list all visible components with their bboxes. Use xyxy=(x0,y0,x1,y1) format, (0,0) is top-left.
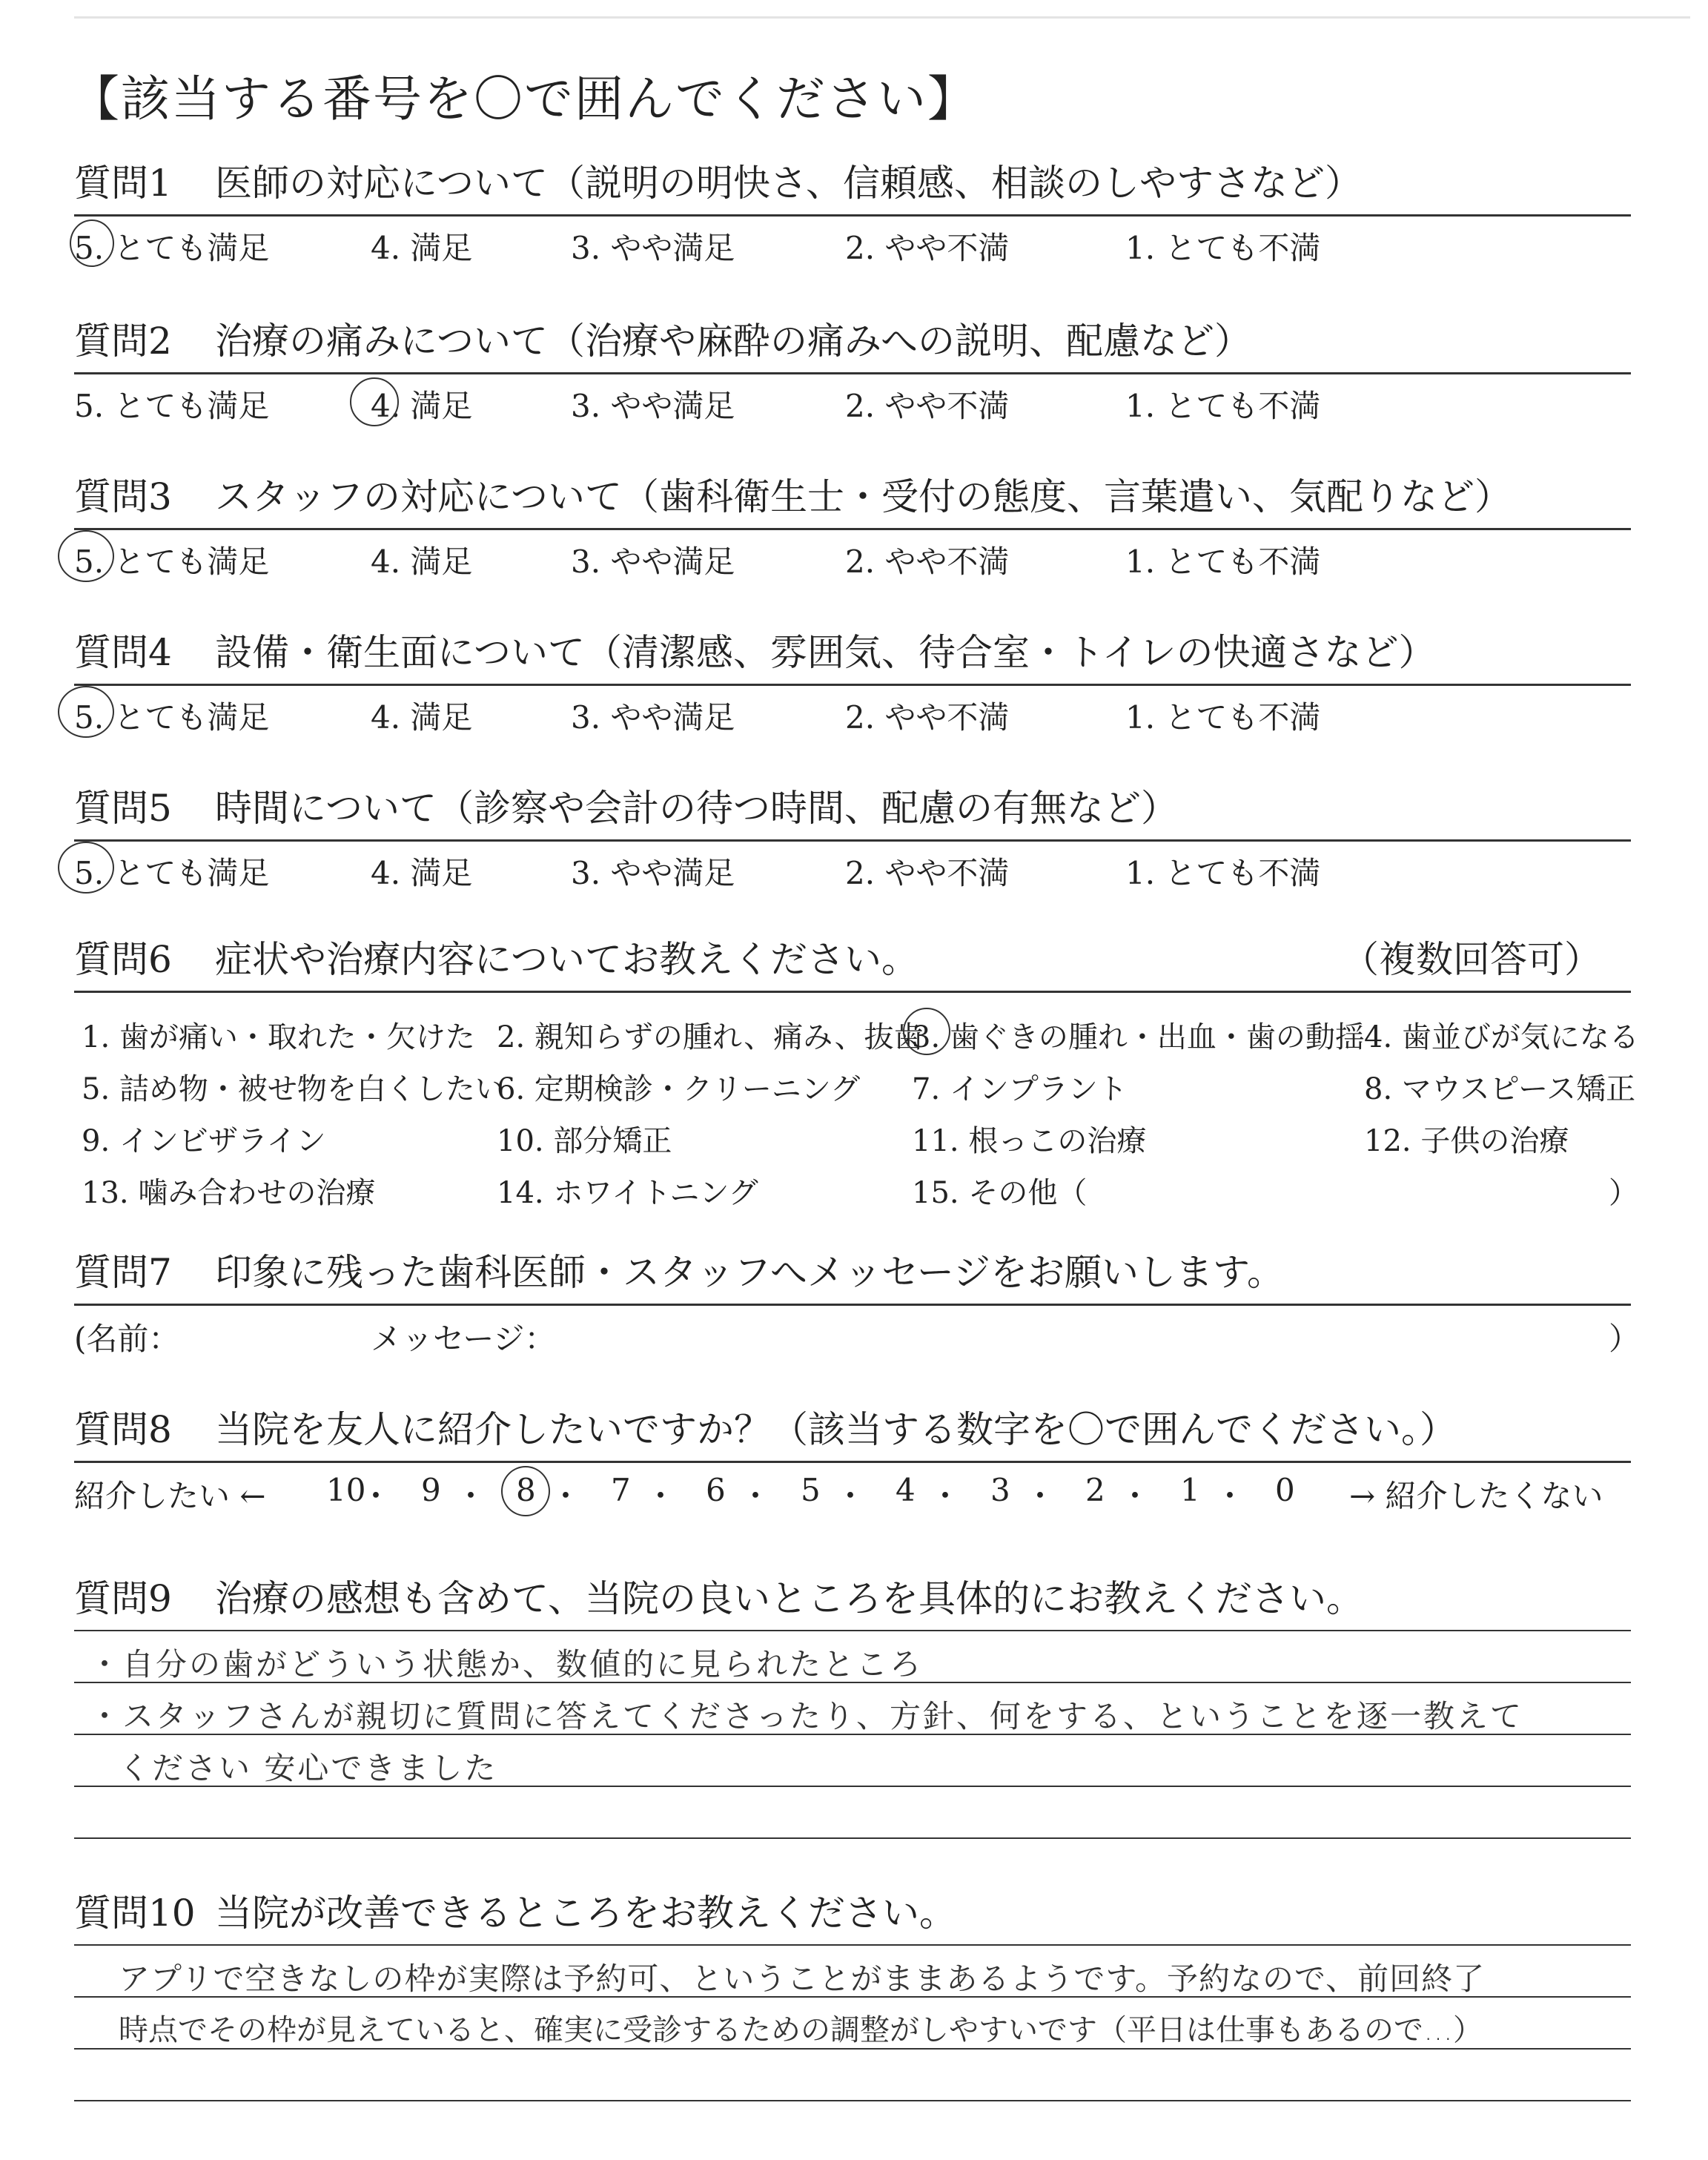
selection-circle xyxy=(501,1466,550,1516)
divider xyxy=(74,991,1631,993)
selection-circle xyxy=(350,377,399,426)
question-5-title xyxy=(74,785,1631,832)
option-4[interactable]: 4. 満足 xyxy=(371,230,473,266)
rating-options xyxy=(74,690,1631,736)
other-close-paren: ） xyxy=(1609,1176,1638,1210)
scale-separator: ・ xyxy=(455,1478,487,1514)
scale-value-9[interactable]: 9 xyxy=(421,1472,441,1508)
treatment-option[interactable]: 15. その他（ xyxy=(912,1176,1088,1210)
message-fields xyxy=(74,1310,1641,1357)
handwritten-answer: アプリで空きなしの枠が実際は予約可、ということがままあるようです。予約なので、前回終了 xyxy=(119,1961,1486,1997)
question-4-title xyxy=(74,629,1631,676)
handwritten-answer: ・自分の歯がどういう状態か、数値的に見られたところ xyxy=(89,1646,924,1682)
scale-value-3[interactable]: 3 xyxy=(990,1472,1010,1508)
question-9-title xyxy=(74,1575,1631,1622)
scale-value-8[interactable]: 8 xyxy=(516,1472,536,1508)
option-4[interactable]: 4. 満足 xyxy=(371,855,473,891)
option-3[interactable]: 3. やや満足 xyxy=(571,544,735,580)
option-1[interactable]: 1. とても不満 xyxy=(1125,699,1321,736)
question-1 xyxy=(74,159,1631,267)
option-4[interactable]: 4. 満足 xyxy=(371,699,473,736)
handwritten-answer: 時点でその枠が見えていると、確実に受診するための調整がしやすいです（平日は仕事もあるので…） xyxy=(119,2013,1483,2047)
scale-separator: ・ xyxy=(1025,1478,1056,1514)
scale-separator: ・ xyxy=(1119,1478,1151,1514)
treatment-option[interactable]: 4. 歯並びが気になる xyxy=(1364,1020,1639,1054)
question-text: 症状や治療内容についてお教えください。 xyxy=(215,938,918,981)
divider xyxy=(74,1304,1631,1306)
instructions-header: 【該当する番号を〇で囲んでください】 xyxy=(70,70,978,128)
handwritten-answer: ください 安心できました xyxy=(119,1750,498,1786)
option-3[interactable]: 3. やや満足 xyxy=(571,855,735,891)
question-6 xyxy=(74,936,1639,1220)
scale-separator: ・ xyxy=(740,1478,772,1514)
rating-options xyxy=(74,379,1631,425)
question-number: 質問1 xyxy=(74,162,172,205)
scale-separator: ・ xyxy=(1214,1478,1246,1514)
selection-circle xyxy=(58,530,114,582)
answer-line xyxy=(74,2100,1631,2101)
message-field-label: メッセージ： xyxy=(371,1321,556,1357)
treatment-options xyxy=(74,997,1639,1220)
scale-value-6[interactable]: 6 xyxy=(706,1472,726,1508)
option-2[interactable]: 2. やや不満 xyxy=(845,388,1010,424)
option-5[interactable]: 5. とても満足 xyxy=(74,699,270,736)
treatment-option[interactable]: 10. 部分矯正 xyxy=(497,1124,672,1158)
rating-options xyxy=(74,846,1631,892)
scale-separator: ・ xyxy=(835,1478,867,1514)
scale-value-4[interactable]: 4 xyxy=(896,1472,916,1508)
question-9 xyxy=(74,1575,1631,1786)
divider xyxy=(74,684,1631,686)
question-text: 設備・衛生面について（清潔感、雰囲気、待合室・トイレの快適さなど） xyxy=(215,631,1436,674)
question-10-title xyxy=(74,1889,1631,1937)
multiple-answers-note: （複数回答可） xyxy=(1342,938,1601,981)
question-text: 印象に残った歯科医師・スタッフへメッセージをお願いします。 xyxy=(215,1251,1284,1294)
question-7 xyxy=(74,1249,1641,1357)
treatment-option[interactable]: 5. 詰め物・被せ物を白くしたい xyxy=(82,1072,505,1106)
scale-left-label: 紹介したい ← xyxy=(74,1478,266,1514)
divider xyxy=(74,372,1631,374)
question-number: 質問2 xyxy=(74,320,172,363)
question-text: 当院を友人に紹介したいですか？（該当する数字を〇で囲んでください。） xyxy=(215,1408,1457,1451)
question-text: 治療の痛みについて（治療や麻酔の痛みへの説明、配慮など） xyxy=(215,320,1251,363)
selection-circle xyxy=(58,686,114,738)
scale-value-5[interactable]: 5 xyxy=(801,1472,821,1508)
scale-separator: ・ xyxy=(645,1478,677,1514)
option-5[interactable]: 5. とても満足 xyxy=(74,544,270,580)
question-number: 質問3 xyxy=(74,475,172,518)
option-5[interactable]: 5. とても満足 xyxy=(74,388,270,424)
question-2 xyxy=(74,317,1631,425)
option-5[interactable]: 5. とても満足 xyxy=(74,855,270,891)
treatment-option[interactable]: 7. インプラント xyxy=(912,1072,1128,1106)
treatment-option[interactable]: 6. 定期検診・クリーニング xyxy=(497,1072,861,1106)
divider xyxy=(74,214,1631,217)
question-text: 医師の対応について（説明の明快さ、信頼感、相談のしやすさなど） xyxy=(215,162,1362,205)
scale-value-7[interactable]: 7 xyxy=(611,1472,631,1508)
question-3 xyxy=(74,473,1631,581)
question-5 xyxy=(74,785,1631,892)
answer-line xyxy=(74,1944,1631,1946)
rating-options xyxy=(74,535,1631,581)
question-text: スタッフの対応について（歯科衛生士・受付の態度、言葉遣い、気配りなど） xyxy=(215,475,1512,518)
question-2-title xyxy=(74,317,1631,365)
question-number: 質問5 xyxy=(74,787,172,830)
option-1[interactable]: 1. とても不満 xyxy=(1125,230,1321,266)
option-1[interactable]: 1. とても不満 xyxy=(1125,388,1321,424)
question-number: 質問6 xyxy=(74,938,172,981)
divider xyxy=(74,528,1631,530)
scale-value-1[interactable]: 1 xyxy=(1180,1472,1200,1508)
scale-separator: ・ xyxy=(930,1478,961,1514)
option-2[interactable]: 2. やや不満 xyxy=(845,544,1010,580)
treatment-option[interactable]: 3. 歯ぐきの腫れ・出血・歯の動揺 xyxy=(912,1020,1365,1054)
treatment-option[interactable]: 14. ホワイトニング xyxy=(497,1176,758,1210)
question-3-title xyxy=(74,473,1631,521)
name-field-label: (名前： xyxy=(74,1321,180,1357)
question-7-title xyxy=(74,1249,1631,1296)
question-6-title xyxy=(74,936,1631,983)
scale-separator: ・ xyxy=(360,1478,392,1514)
message-close-paren: ） xyxy=(1609,1321,1641,1357)
question-number: 質問7 xyxy=(74,1251,172,1294)
treatment-option[interactable]: 12. 子供の治療 xyxy=(1364,1124,1569,1158)
option-3[interactable]: 3. やや満足 xyxy=(571,230,735,266)
rating-options xyxy=(74,221,1631,267)
option-4[interactable]: 4. 満足 xyxy=(371,544,473,580)
question-10 xyxy=(74,1889,1631,2047)
question-text: 当院が改善できるところをお教えください。 xyxy=(215,1892,956,1935)
question-number: 質問10 xyxy=(74,1892,196,1935)
question-1-title xyxy=(74,159,1631,207)
scale-value-0[interactable]: 0 xyxy=(1275,1472,1295,1508)
scale-value-10[interactable]: 10 xyxy=(326,1472,366,1508)
question-number: 質問9 xyxy=(74,1577,172,1620)
option-1[interactable]: 1. とても不満 xyxy=(1125,855,1321,891)
question-8 xyxy=(74,1406,1631,1513)
treatment-option[interactable]: 2. 親知らずの腫れ、痛み、抜歯 xyxy=(497,1020,924,1054)
answer-line xyxy=(74,1837,1631,1839)
recommendation-scale xyxy=(74,1467,1631,1513)
treatment-option[interactable]: 8. マウスピース矯正 xyxy=(1364,1072,1636,1106)
top-border xyxy=(74,16,1690,19)
selection-circle xyxy=(70,219,114,267)
treatment-option[interactable]: 11. 根っこの治療 xyxy=(912,1124,1147,1158)
option-5[interactable]: 5. とても満足 xyxy=(74,230,270,266)
answer-line xyxy=(74,1630,1631,1631)
scale-right-label: → 紹介したくない xyxy=(1349,1478,1603,1514)
divider xyxy=(74,839,1631,842)
treatment-option[interactable]: 13. 噛み合わせの治療 xyxy=(82,1176,376,1210)
question-4 xyxy=(74,629,1631,736)
divider xyxy=(74,1461,1631,1463)
option-2[interactable]: 2. やや不満 xyxy=(845,230,1010,266)
selection-circle xyxy=(903,1008,950,1055)
option-4[interactable]: 4. 満足 xyxy=(371,388,473,424)
treatment-option[interactable]: 1. 歯が痛い・取れた・欠けた xyxy=(82,1020,475,1054)
option-3[interactable]: 3. やや満足 xyxy=(571,699,735,736)
option-3[interactable]: 3. やや満足 xyxy=(571,388,735,424)
option-2[interactable]: 2. やや不満 xyxy=(845,699,1010,736)
treatment-option[interactable]: 9. インビザライン xyxy=(82,1124,326,1158)
question-8-title xyxy=(74,1406,1631,1453)
option-1[interactable]: 1. とても不満 xyxy=(1125,544,1321,580)
scale-separator: ・ xyxy=(550,1478,582,1514)
question-number: 質問8 xyxy=(74,1408,172,1451)
scale-value-2[interactable]: 2 xyxy=(1085,1472,1105,1508)
handwritten-answer: ・スタッフさんが親切に質問に答えてくださったり、方針、何をする、ということを逐一教えて xyxy=(89,1698,1524,1734)
option-2[interactable]: 2. やや不満 xyxy=(845,855,1010,891)
question-text: 時間について（診察や会計の待つ時間、配慮の有無など） xyxy=(215,787,1178,830)
question-text: 治療の感想も含めて、当院の良いところを具体的にお教えください。 xyxy=(215,1577,1363,1620)
selection-circle xyxy=(58,842,114,894)
question-number: 質問4 xyxy=(74,631,172,674)
